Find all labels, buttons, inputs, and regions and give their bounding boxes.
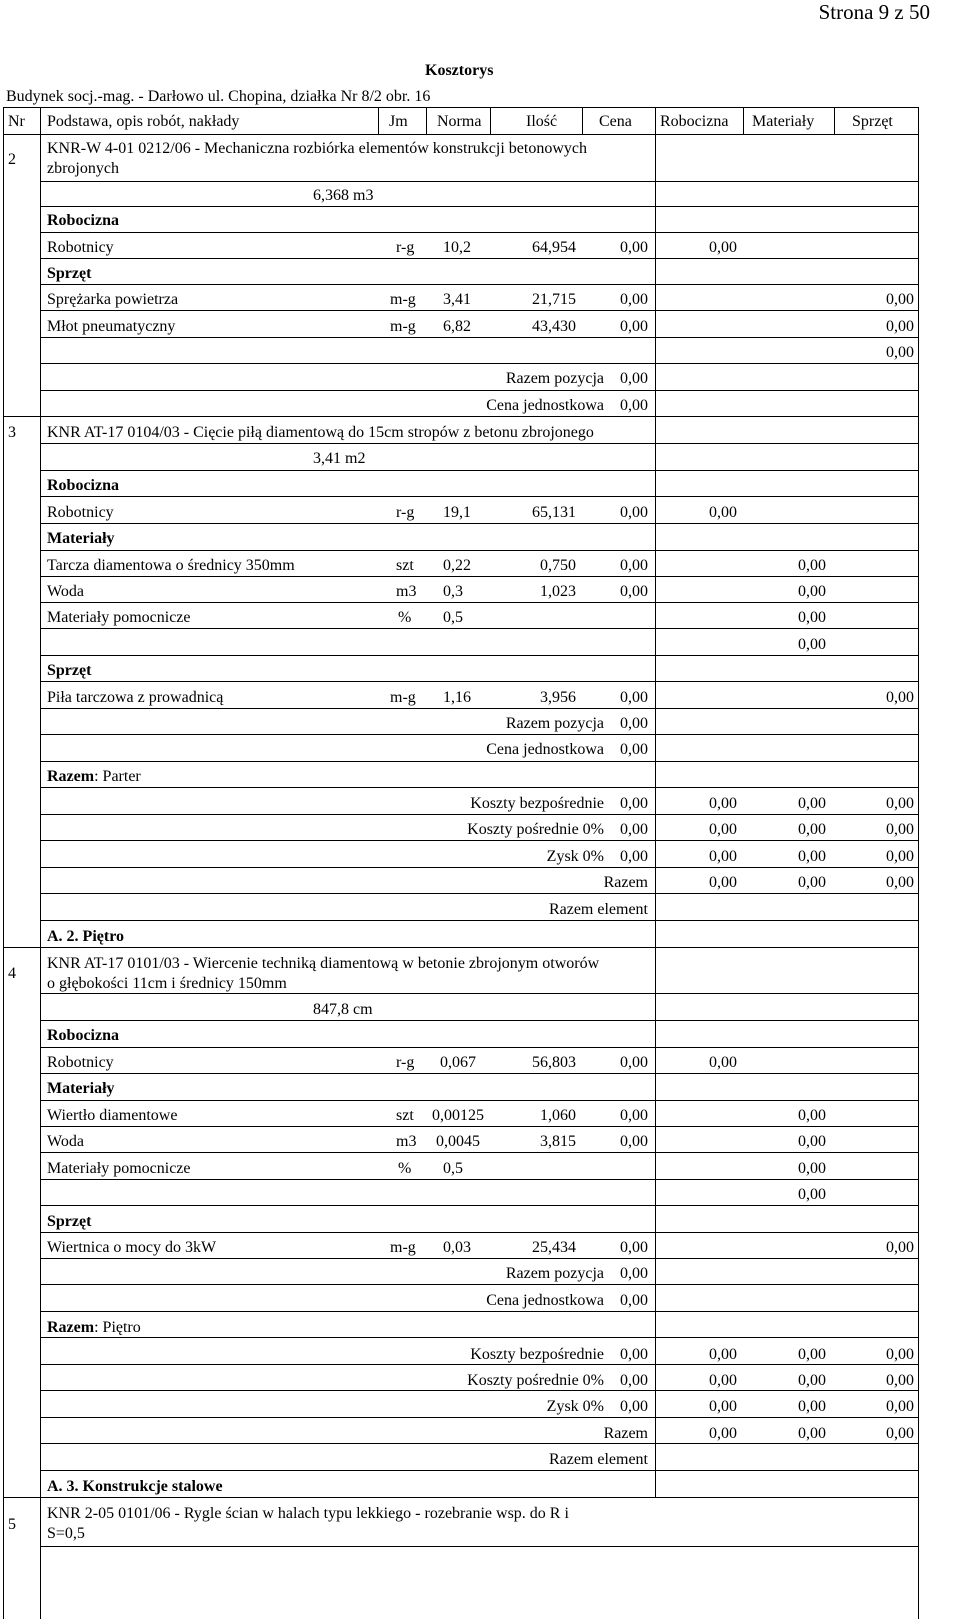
resource-sprzet: 0,00 <box>886 318 914 335</box>
summary-value: 0,00 <box>798 1398 826 1415</box>
resource-jm: szt <box>396 557 414 574</box>
summary-value: 0,00 <box>620 1398 648 1415</box>
resource-ilosc: 0,750 <box>540 557 576 574</box>
resource-jm: m-g <box>390 1239 416 1256</box>
row-divider <box>40 1417 918 1418</box>
resource-materialy: 0,00 <box>798 1107 826 1124</box>
cena-jednostkowa-label: Cena jednostkowa <box>486 741 604 758</box>
resource-materialy: 0,00 <box>798 1160 826 1177</box>
resource-jm: m-g <box>390 689 416 706</box>
row-divider <box>3 947 918 948</box>
column-divider <box>426 107 427 134</box>
resource-ilosc: 64,954 <box>532 239 576 256</box>
resource-name: Robotnicy <box>47 1054 114 1071</box>
category-label: Robocizna <box>47 477 119 494</box>
resource-jm: r-g <box>396 239 415 256</box>
resource-jm: szt <box>396 1107 414 1124</box>
resource-ilosc: 56,803 <box>532 1054 576 1071</box>
summary-value: 0,00 <box>620 795 648 812</box>
summary-value: 0,00 <box>709 1398 737 1415</box>
razem-pozycja-label: Razem pozycja <box>505 715 604 732</box>
col-header-materialy: Materiały <box>752 113 815 130</box>
resource-sprzet: 0,00 <box>886 689 914 706</box>
resource-name: Młot pneumatyczny <box>47 318 176 335</box>
summary-value: 0,00 <box>886 1372 914 1389</box>
summary-value: 0,00 <box>798 1425 826 1442</box>
row-divider <box>40 443 918 444</box>
resource-ilosc: 3,815 <box>540 1133 576 1150</box>
section-summary-title <box>47 1319 141 1337</box>
razem-pozycja-value: 0,00 <box>620 370 648 387</box>
resource-materialy: 0,00 <box>798 557 826 574</box>
summary-value: 0,00 <box>620 1346 648 1363</box>
resource-norma: 0,067 <box>440 1054 476 1071</box>
summary-value: 0,00 <box>798 821 826 838</box>
row-divider <box>40 602 918 603</box>
resource-cena: 0,00 <box>620 318 648 335</box>
resource-name: Woda <box>47 1133 84 1150</box>
category-label: Sprzęt <box>47 265 92 282</box>
razem-pozycja-value: 0,00 <box>620 715 648 732</box>
category-label: Sprzęt <box>47 1213 92 1230</box>
row-divider <box>3 416 918 417</box>
row-divider <box>40 867 918 868</box>
row-divider <box>40 232 918 233</box>
summary-value: 0,00 <box>798 848 826 865</box>
summary-value: 0,00 <box>620 1372 648 1389</box>
resource-ilosc: 1,060 <box>540 1107 576 1124</box>
resource-norma: 0,03 <box>443 1239 471 1256</box>
razem-pozycja-value: 0,00 <box>620 1265 648 1282</box>
row-divider <box>40 734 918 735</box>
resource-norma: 19,1 <box>443 504 471 521</box>
summary-value: 0,00 <box>886 848 914 865</box>
row-divider <box>40 1470 918 1471</box>
page-number: Strona 9 z 50 <box>818 0 930 24</box>
col-header-ilosc: Ilość <box>526 113 558 130</box>
col-header-desc: Podstawa, opis robót, nakłady <box>47 113 240 130</box>
zysk-label: Zysk 0% <box>546 1398 604 1415</box>
resource-robocizna: 0,00 <box>709 504 737 521</box>
row-divider <box>40 363 918 364</box>
row-divider <box>40 310 918 311</box>
summary-value: 0,00 <box>886 1425 914 1442</box>
resource-jm: r-g <box>396 1054 415 1071</box>
row-divider <box>40 655 918 656</box>
column-divider <box>655 107 656 134</box>
column-divider <box>834 107 835 134</box>
resource-jm: r-g <box>396 504 415 521</box>
row-divider <box>40 181 918 182</box>
koszty-bezposrednie-label: Koszty bezpośrednie <box>470 795 604 812</box>
item-quantity: 6,368 m3 <box>313 187 374 204</box>
resource-norma: 3,41 <box>443 291 471 308</box>
summary-value: 0,00 <box>620 848 648 865</box>
row-divider <box>40 787 918 788</box>
row-divider <box>40 523 918 524</box>
resource-ilosc: 21,715 <box>532 291 576 308</box>
item-description: KNR AT-17 0104/03 - Cięcie piłą diamentową do 15cm stropów z betonu zbrojonego <box>47 424 594 441</box>
summary-value: 0,00 <box>709 1372 737 1389</box>
summary-value: 0,00 <box>709 1346 737 1363</box>
resource-materialy: 0,00 <box>798 583 826 600</box>
resource-materialy: 0,00 <box>798 609 826 626</box>
category-label: Materiały <box>47 530 115 547</box>
razem-element-label: Razem element <box>548 1451 648 1468</box>
resource-norma: 6,82 <box>443 318 471 335</box>
item-number: 5 <box>8 1516 16 1533</box>
row-divider <box>40 814 918 815</box>
koszty-posrednie-label: Koszty pośrednie 0% <box>467 821 604 838</box>
row-divider <box>40 681 918 682</box>
row-divider <box>40 550 918 551</box>
col-header-robocizna: Robocizna <box>660 113 729 130</box>
resource-ilosc: 65,131 <box>532 504 576 521</box>
resource-name: Robotnicy <box>47 504 114 521</box>
category-label: Robocizna <box>47 1027 119 1044</box>
row-divider <box>40 1546 918 1547</box>
row-divider <box>40 1073 918 1074</box>
resource-cena: 0,00 <box>620 1239 648 1256</box>
item-description-cont: o głębokości 11cm i średnicy 150mm <box>47 975 287 992</box>
razem-label: Razem <box>603 1425 648 1442</box>
row-divider <box>40 708 918 709</box>
summary-value: 0,00 <box>709 874 737 891</box>
resource-norma: 1,16 <box>443 689 471 706</box>
item-description: KNR 2-05 0101/06 - Rygle ścian w halach typu lekkiego - rozebranie wsp. do R i <box>47 1505 569 1522</box>
row-divider <box>40 761 918 762</box>
resource-materialy: 0,00 <box>798 1133 826 1150</box>
summary-value: 0,00 <box>709 848 737 865</box>
resource-robocizna: 0,00 <box>709 1054 737 1071</box>
section-heading: A. 2. Piętro <box>47 928 125 945</box>
row-divider <box>40 1443 918 1444</box>
item-number: 2 <box>8 151 16 168</box>
summary-value: 0,00 <box>886 795 914 812</box>
row-divider <box>40 920 918 921</box>
category-sum-materialy: 0,00 <box>798 1186 826 1203</box>
koszty-posrednie-label: Koszty pośrednie 0% <box>467 1372 604 1389</box>
resource-norma: 0,5 <box>443 1160 463 1177</box>
summary-value: 0,00 <box>886 821 914 838</box>
section-name: : Piętro <box>94 1319 141 1336</box>
summary-value: 0,00 <box>886 1346 914 1363</box>
resource-cena: 0,00 <box>620 239 648 256</box>
row-divider <box>40 470 918 471</box>
resource-cena: 0,00 <box>620 1133 648 1150</box>
cena-jednostkowa-value: 0,00 <box>620 1292 648 1309</box>
resource-cena: 0,00 <box>620 557 648 574</box>
row-divider <box>40 576 918 577</box>
row-divider <box>3 134 918 135</box>
resource-name: Materiały pomocnicze <box>47 1160 191 1177</box>
resource-norma: 0,0045 <box>436 1133 480 1150</box>
column-divider <box>490 107 491 134</box>
project-name: Budynek socj.-mag. - Darłowo ul. Chopina, działka Nr 8/2 obr. 16 <box>6 88 431 105</box>
resource-jm: m-g <box>390 291 416 308</box>
resource-jm: m3 <box>396 583 417 600</box>
row-divider <box>40 284 918 285</box>
document-title: Kosztorys <box>425 62 494 79</box>
resource-name: Wiertnica o mocy do 3kW <box>47 1239 217 1256</box>
column-divider <box>582 107 583 134</box>
cena-jednostkowa-label: Cena jednostkowa <box>486 1292 604 1309</box>
resource-ilosc: 1,023 <box>540 583 576 600</box>
column-divider <box>655 134 656 1497</box>
column-divider <box>3 107 4 1619</box>
resource-cena: 0,00 <box>620 1107 648 1124</box>
category-sum-sprzet: 0,00 <box>886 344 914 361</box>
razem-bold: Razem <box>47 768 95 785</box>
row-divider <box>40 1152 918 1153</box>
row-divider <box>3 1497 918 1498</box>
category-sum-materialy: 0,00 <box>798 636 826 653</box>
resource-name: Piła tarczowa z prowadnicą <box>47 689 224 706</box>
row-divider <box>40 1390 918 1391</box>
resource-ilosc: 25,434 <box>532 1239 576 1256</box>
resource-cena: 0,00 <box>620 583 648 600</box>
resource-cena: 0,00 <box>620 291 648 308</box>
row-divider <box>40 1337 918 1338</box>
resource-name: Wiertło diamentowe <box>47 1107 178 1124</box>
cena-jednostkowa-value: 0,00 <box>620 741 648 758</box>
category-label: Sprzęt <box>47 662 92 679</box>
column-divider <box>918 107 919 1619</box>
razem-pozycja-label: Razem pozycja <box>505 1265 604 1282</box>
summary-value: 0,00 <box>886 1398 914 1415</box>
row-divider <box>40 258 918 259</box>
resource-ilosc: 43,430 <box>532 318 576 335</box>
item-description-cont: S=0,5 <box>47 1525 85 1542</box>
resource-jm: m3 <box>396 1133 417 1150</box>
resource-name: Robotnicy <box>47 239 114 256</box>
row-divider <box>40 337 918 338</box>
section-name: : Parter <box>94 768 141 785</box>
section-summary-title <box>47 768 141 786</box>
col-header-sprzet: Sprzęt <box>852 113 893 130</box>
column-divider <box>40 107 41 1619</box>
row-divider <box>40 206 918 207</box>
row-divider <box>40 1311 918 1312</box>
row-divider <box>40 1126 918 1127</box>
item-description-cont: zbrojonych <box>47 160 119 177</box>
row-divider <box>40 1232 918 1233</box>
summary-value: 0,00 <box>709 1425 737 1442</box>
section-heading: A. 3. Konstrukcje stalowe <box>47 1478 223 1495</box>
col-header-nr: Nr <box>8 113 25 130</box>
category-label: Materiały <box>47 1080 115 1097</box>
item-quantity: 3,41 m2 <box>313 450 366 467</box>
summary-value: 0,00 <box>709 795 737 812</box>
summary-value: 0,00 <box>886 874 914 891</box>
row-divider <box>40 993 918 994</box>
summary-value: 0,00 <box>798 874 826 891</box>
resource-norma: 0,22 <box>443 557 471 574</box>
row-divider <box>40 893 918 894</box>
summary-value: 0,00 <box>798 1372 826 1389</box>
row-divider <box>3 107 918 108</box>
category-label: Robocizna <box>47 212 119 229</box>
resource-sprzet: 0,00 <box>886 1239 914 1256</box>
resource-cena: 0,00 <box>620 1054 648 1071</box>
resource-norma: 10,2 <box>443 239 471 256</box>
summary-value: 0,00 <box>709 821 737 838</box>
resource-jm: % <box>398 609 412 626</box>
zysk-label: Zysk 0% <box>546 848 604 865</box>
row-divider <box>40 1284 918 1285</box>
item-number: 3 <box>8 424 16 441</box>
resource-robocizna: 0,00 <box>709 239 737 256</box>
item-number: 4 <box>8 965 16 982</box>
razem-bold: Razem <box>47 1319 95 1336</box>
row-divider <box>40 628 918 629</box>
razem-element-label: Razem element <box>548 901 648 918</box>
column-divider <box>743 107 744 134</box>
item-description: KNR AT-17 0101/03 - Wiercenie techniką diamentową w betonie zbrojonym otworów <box>47 955 600 972</box>
col-header-norma: Norma <box>437 113 482 130</box>
cena-jednostkowa-value: 0,00 <box>620 397 648 414</box>
cena-jednostkowa-label: Cena jednostkowa <box>486 397 604 414</box>
resource-norma: 0,00125 <box>432 1107 484 1124</box>
col-header-jm: Jm <box>389 113 408 130</box>
row-divider <box>40 1047 918 1048</box>
row-divider <box>40 1100 918 1101</box>
resource-name: Woda <box>47 583 84 600</box>
razem-label: Razem <box>603 874 648 891</box>
col-header-cena: Cena <box>599 113 632 130</box>
row-divider <box>40 1179 918 1180</box>
summary-value: 0,00 <box>620 821 648 838</box>
row-divider <box>40 390 918 391</box>
item-description: KNR-W 4-01 0212/06 - Mechaniczna rozbiórka elementów konstrukcji betonowych <box>47 140 587 157</box>
razem-pozycja-label: Razem pozycja <box>505 370 604 387</box>
resource-norma: 0,3 <box>443 583 463 600</box>
row-divider <box>40 1205 918 1206</box>
row-divider <box>40 1364 918 1365</box>
row-divider <box>40 496 918 497</box>
resource-name: Sprężarka powietrza <box>47 291 179 308</box>
item-quantity: 847,8 cm <box>313 1001 373 1018</box>
resource-jm: % <box>398 1160 412 1177</box>
resource-jm: m-g <box>390 318 416 335</box>
row-divider <box>40 1258 918 1259</box>
row-divider <box>40 840 918 841</box>
column-divider <box>378 107 379 134</box>
summary-value: 0,00 <box>798 795 826 812</box>
resource-name: Tarcza diamentowa o średnicy 350mm <box>47 557 295 574</box>
summary-value: 0,00 <box>798 1346 826 1363</box>
resource-sprzet: 0,00 <box>886 291 914 308</box>
resource-name: Materiały pomocnicze <box>47 609 191 626</box>
resource-norma: 0,5 <box>443 609 463 626</box>
resource-cena: 0,00 <box>620 504 648 521</box>
resource-ilosc: 3,956 <box>540 689 576 706</box>
koszty-bezposrednie-label: Koszty bezpośrednie <box>470 1346 604 1363</box>
row-divider <box>40 1020 918 1021</box>
resource-cena: 0,00 <box>620 689 648 706</box>
